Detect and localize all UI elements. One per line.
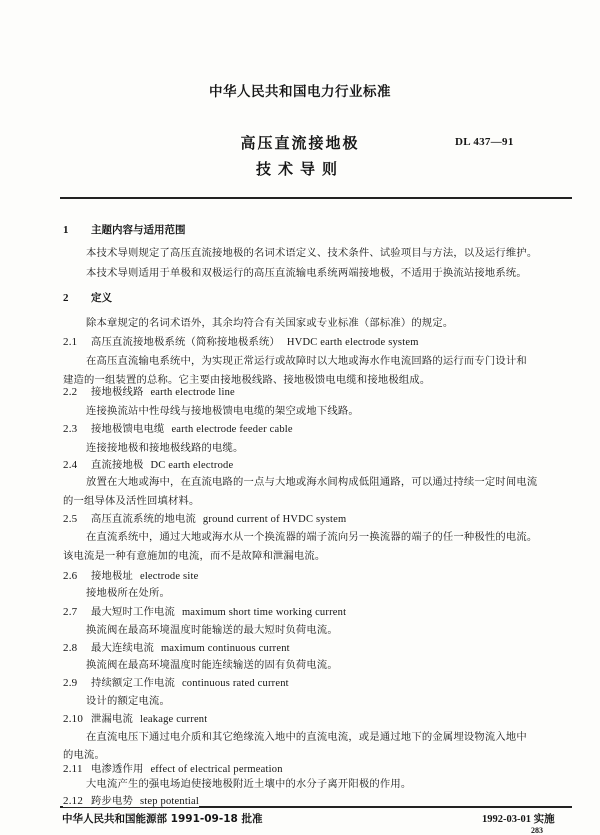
definition-line: 连接换流站中性母线与接地极馈电电缆的架空或地下线路。	[86, 405, 359, 417]
definition-line: 换流阀在最高环境温度时能输送的最大短时负荷电流。	[86, 624, 338, 636]
clause-number: 2.1	[63, 336, 78, 348]
header-divider	[60, 197, 572, 199]
section-1-heading	[63, 222, 186, 237]
section-title: 主题内容与适用范围	[91, 224, 186, 236]
clause-number: 2.2	[63, 386, 78, 398]
term-en: maximum continuous current	[160, 643, 290, 654]
clause-number: 2.6	[63, 570, 78, 582]
term-en: earth electrode feeder cable	[171, 424, 293, 435]
definition-line: 的一组导体及活性回填材料。	[63, 495, 200, 507]
definition-term-row	[63, 510, 346, 525]
term-en: ground current of HVDC system	[202, 514, 347, 525]
section-title: 定义	[91, 292, 112, 304]
effective-date: 1992-03-01	[482, 814, 531, 825]
term-en: effect of electrical permeation	[150, 764, 283, 775]
term-cn: 接地极址	[91, 570, 133, 582]
term-en: electrode site	[139, 571, 199, 582]
definition-line: 的电流。	[63, 749, 105, 761]
definition-term-row	[63, 710, 207, 725]
standard-code: DL 437—91	[455, 136, 514, 148]
definition-term-row	[63, 456, 233, 471]
term-en: step potential	[139, 796, 200, 807]
clause-number: 2.8	[63, 642, 78, 654]
term-en: maximum short time working current	[181, 607, 347, 618]
term-cn: 跨步电势	[91, 795, 133, 807]
term-en: HVDC earth electrode system	[286, 337, 419, 348]
clause-number: 2.10	[63, 713, 84, 725]
definition-term-row	[63, 792, 199, 807]
definition-line: 换流阀在最高环境温度时能连续输送的固有负荷电流。	[86, 659, 338, 671]
section-number: 2	[63, 292, 69, 304]
definition-term-row	[63, 760, 283, 775]
definition-line: 接地极所在处所。	[86, 587, 170, 599]
term-cn: 最大连续电流	[91, 642, 154, 654]
clause-number: 2.9	[63, 677, 78, 689]
approval-line: 中华人民共和国能源部 1991-09-18 批准	[62, 813, 263, 825]
term-en: DC earth electrode	[150, 460, 234, 471]
issuing-body: 中华人民共和国电力行业标准	[209, 84, 391, 100]
document-subtitle: 技术导则	[255, 160, 344, 178]
definition-line: 大电流产生的强电场迫使接地极附近土壤中的水分子离开阳极的作用。	[86, 778, 412, 790]
clause-number: 2.3	[63, 423, 78, 435]
clause-number: 2.4	[63, 459, 78, 471]
section-2-intro: 除本章规定的名词术语外，其余均符合有关国家或专业标准（部标准）的规定。	[86, 317, 454, 329]
definition-line: 连接接地极和接地极线路的电缆。	[86, 442, 244, 454]
term-en: earth electrode line	[150, 387, 235, 398]
definition-term-row	[63, 603, 346, 618]
effective-date-line	[482, 811, 555, 826]
clause-number: 2.12	[63, 795, 84, 807]
page-number: 283	[531, 826, 543, 835]
clause-number: 2.11	[63, 763, 83, 775]
term-cn: 泄漏电流	[91, 713, 133, 725]
section-1-para-1: 本技术导则规定了高压直流接地极的名词术语定义、技术条件、试验项目与方法，以及运行维护。	[86, 247, 538, 259]
section-number: 1	[63, 224, 69, 236]
section-2-heading	[63, 290, 112, 305]
definition-line: 在高压直流输电系统中，为实现正常运行或故障时以大地或海水作电流回路的运行而专门设计和	[86, 355, 527, 367]
definition-term-row	[63, 383, 235, 398]
term-cn: 电渗透作用	[91, 763, 144, 775]
definition-line: 建造的一组装置的总称。它主要由接地极线路、接地极馈电电缆和接地极组成。	[63, 374, 431, 386]
section-1-para-2: 本技术导则适用于单极和双极运行的高压直流输电系统两端接地极，不适用于换流站接地系统。	[86, 267, 527, 279]
definition-term-row	[63, 674, 289, 689]
term-cn: 接地极馈电电缆	[91, 423, 165, 435]
definition-line: 在直流系统中，通过大地或海水从一个换流器的端子流向另一换流器的端子的任一种极性的电流。	[86, 531, 538, 543]
definition-line: 放置在大地或海中，在直流电路的一点与大地或海水间构成低阻通路，可以通过持续一定时间电流	[86, 476, 538, 488]
definition-term-row	[63, 567, 198, 582]
document-title: 高压直流接地极	[240, 134, 360, 152]
term-en: leakage current	[139, 714, 208, 725]
definition-line: 设计的额定电流。	[86, 695, 170, 707]
definition-term-row	[63, 639, 290, 654]
term-cn: 高压直流系统的地电流	[91, 513, 196, 525]
effective-label: 实施	[533, 813, 555, 825]
term-en: continuous rated current	[181, 678, 289, 689]
term-cn: 直流接地极	[91, 459, 144, 471]
definition-term-row	[63, 420, 293, 435]
clause-number: 2.7	[63, 606, 78, 618]
term-cn: 最大短时工作电流	[91, 606, 175, 618]
definition-line: 该电流是一种有意施加的电流，而不是故障和泄漏电流。	[63, 550, 326, 562]
definition-line: 在直流电压下通过电介质和其它绝缘流入地中的直流电流，或是通过地下的金属埋设物流入地中	[86, 731, 527, 743]
term-cn: 高压直流接地极系统（简称接地极系统）	[91, 336, 280, 348]
term-cn: 持续额定工作电流	[91, 677, 175, 689]
term-cn: 接地极线路	[91, 386, 144, 398]
clause-number: 2.5	[63, 513, 78, 525]
definition-term-row	[63, 333, 419, 348]
